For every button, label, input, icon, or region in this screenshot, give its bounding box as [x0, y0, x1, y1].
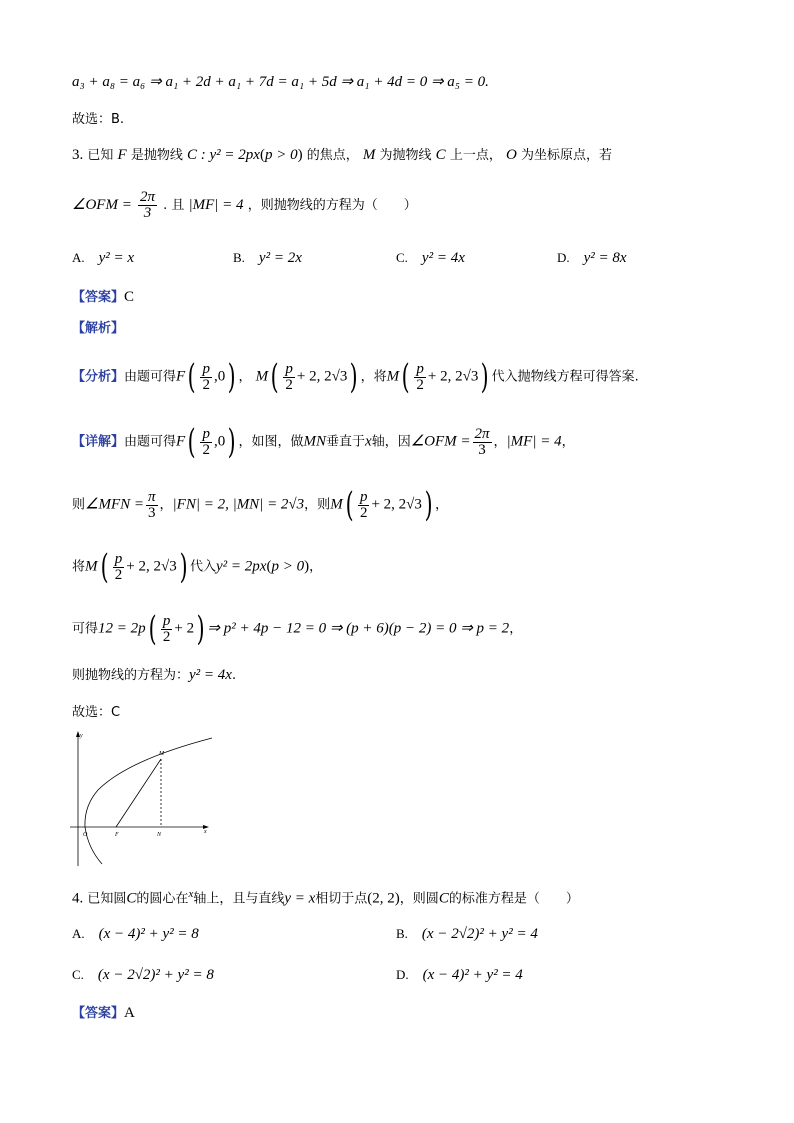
- choice-label: A.: [72, 250, 85, 265]
- analysis-line: 【分析】由题可得F( $\frac{p}{2}$ ,0) ， M( $\frac{p}{2}$ + 2, 2√3) ，将M( $\frac{p}{2}$ + 2, 2√3) 代入抛物线方程可得答案.: [72, 357, 639, 397]
- tangent-point: (2, 2): [367, 890, 400, 907]
- text: 代入抛物线方程可得答案.: [491, 369, 639, 385]
- equation-text: a₃ + a₈ = a₆ ⇒ a₁ + 2d + a₁ + 7d = a₁ + 5d ⇒ a₁ + 4d = 0 ⇒ a₅ = 0.: [72, 74, 489, 90]
- fraction-num: p: [285, 360, 293, 377]
- stem-text: 为抛物线: [379, 148, 432, 163]
- fraction-num: 2π: [474, 425, 490, 442]
- text: + 2, 2√3: [371, 496, 422, 513]
- segment-fm: [116, 759, 161, 827]
- choice-label: C.: [396, 250, 408, 265]
- text: 相切于点: [315, 891, 368, 907]
- angle-expression: ∠OFM =: [410, 433, 471, 450]
- text: 轴上，且与直线: [193, 891, 285, 907]
- question-number: 4.: [72, 890, 84, 907]
- q4-choice-c[interactable]: [72, 967, 214, 984]
- fraction-num: π: [148, 488, 156, 505]
- fraction: [414, 362, 426, 393]
- choice-value: (x − 2√2)² + y² = 4: [421, 926, 538, 942]
- question-number: 3.: [72, 147, 84, 163]
- text: 将: [72, 559, 86, 575]
- answer-tag: 【答案】: [72, 290, 125, 305]
- fraction-den: 2: [114, 566, 123, 583]
- stem-text: 是抛物线: [130, 148, 183, 163]
- fraction-den: 3: [148, 504, 156, 521]
- fraction-num: p: [202, 425, 210, 442]
- text: ，则: [304, 497, 331, 513]
- text: 则抛物线的方程为：: [72, 668, 190, 683]
- text: .: [231, 668, 237, 683]
- label-o: O: [83, 832, 88, 838]
- stem-text: ，则抛物线的方程为（ ）: [247, 198, 417, 213]
- q4-answer: [72, 1003, 135, 1024]
- fraction-den: 3: [478, 441, 486, 458]
- fraction-num: 2π: [139, 189, 155, 205]
- text: 可得: [72, 621, 99, 637]
- text: 的圆心在: [136, 891, 189, 907]
- fraction: [200, 362, 212, 393]
- text: ，将: [360, 369, 387, 385]
- choice-d[interactable]: [557, 250, 627, 267]
- fraction-num: p: [202, 360, 210, 377]
- prev-answer: [72, 110, 124, 130]
- text: ，则圆: [399, 891, 439, 907]
- text: 代入: [190, 559, 217, 575]
- mf-length: |MF| = 4: [506, 433, 562, 450]
- fraction-den: 2: [416, 376, 424, 393]
- choice-label: B.: [396, 926, 408, 941]
- fraction-num: p: [416, 360, 424, 377]
- text: ,0: [213, 433, 226, 450]
- q4-stem: [72, 884, 579, 909]
- fraction-den: 2: [359, 504, 368, 521]
- equation: 12 = 2p: [98, 620, 146, 637]
- choice-label: B.: [233, 250, 245, 265]
- text: ，: [493, 434, 507, 450]
- label-m: M: [159, 751, 164, 757]
- analysis-sub-tag: 【分析】: [72, 369, 125, 385]
- text: ，: [435, 497, 449, 513]
- symbol: C: [126, 890, 137, 907]
- symbol: M: [85, 558, 98, 575]
- choice-value: (x − 2√2)² + y² = 8: [97, 967, 214, 983]
- choice-label: D.: [557, 250, 570, 265]
- answer-value: C: [124, 289, 135, 305]
- label-n: N: [157, 832, 162, 838]
- fraction: [473, 427, 492, 458]
- mf-length: |MF| = 4: [188, 197, 244, 213]
- label-y: y: [80, 733, 83, 739]
- text: ，: [309, 559, 323, 575]
- fraction-num: p: [162, 612, 171, 629]
- choice-label: C.: [72, 967, 84, 982]
- symbol: x: [188, 888, 194, 900]
- choice-value: y² = 8x: [583, 250, 627, 266]
- equation-line: [72, 72, 489, 92]
- symbol: MN: [303, 433, 326, 450]
- choice-value: y² = 2x: [258, 250, 302, 266]
- substitute-line: 将M( $\frac{p}{2}$ + 2, 2√3) 代入y² = 2px(p > 0)，: [72, 547, 323, 587]
- equation: y² = 4x: [189, 667, 232, 683]
- label-f: F: [115, 832, 119, 838]
- answer-value: A: [124, 1005, 135, 1021]
- fraction-den: 3: [143, 205, 152, 221]
- q4-choice-b[interactable]: [396, 926, 538, 943]
- prev-answer-text: 故选：B.: [72, 112, 125, 127]
- symbol: x: [365, 433, 372, 450]
- detail-line: 【详解】由题可得F( $\frac{p}{2}$ ,0) ，如图，做MN垂直于x轴，因∠OFM = $\frac{2\pi}{3}$ ，|MF| = 4，: [72, 422, 575, 462]
- stem-text: 的焦点，: [306, 148, 359, 163]
- angle-expression: ∠OFM =: [72, 197, 132, 213]
- result-line: [72, 665, 236, 686]
- text: + 2, 2√3: [126, 558, 177, 575]
- symbol: M: [386, 368, 400, 385]
- symbol-c: C: [435, 147, 446, 163]
- choice-label: A.: [72, 926, 85, 941]
- q4-choice-d[interactable]: [396, 967, 523, 984]
- q3-stem-line1: 3. 已知 F 是抛物线 C : y² = 2px(p > 0) 的焦点， M 为抛物线 C 上一点， O 为坐标原点，若: [72, 147, 612, 163]
- text: ，: [159, 497, 173, 513]
- fraction: [200, 427, 212, 458]
- text: ，如图，做: [238, 434, 304, 450]
- equation: ⇒ p² + 4p − 12 = 0 ⇒ (p + 6)(p − 2) = 0 ⇒ p = 2: [207, 620, 510, 637]
- derive-line: 可得12 = 2p( $\frac{p}{2}$ + 2) ⇒ p² + 4p − 12 = 0 ⇒ (p + 6)(p − 2) = 0 ⇒ p = 2，: [72, 609, 523, 649]
- q4-choice-a[interactable]: [72, 926, 199, 943]
- choice-b[interactable]: [233, 250, 302, 267]
- answer3-text: 故选：C: [72, 705, 121, 720]
- lengths: |FN| = 2, |MN| = 2√3: [172, 496, 305, 513]
- text: 则: [72, 497, 86, 513]
- stem-text: 已知: [87, 148, 114, 163]
- answer-tag: 【答案】: [72, 1006, 125, 1021]
- symbol-o: O: [505, 147, 517, 163]
- text: ，: [238, 369, 252, 385]
- fraction: [146, 490, 158, 521]
- fraction: [138, 190, 157, 221]
- stem-text: 上一点，: [449, 148, 502, 163]
- text: ，: [561, 434, 575, 450]
- analysis-tag: 【解析】: [72, 321, 125, 336]
- symbol: M: [255, 368, 269, 385]
- fraction: [283, 362, 295, 393]
- fraction: [113, 552, 125, 583]
- text: + 2, 2√3: [296, 368, 348, 385]
- angle-expression: ∠MFN =: [85, 496, 144, 513]
- line-equation: y = x: [284, 890, 316, 907]
- stem-text: . 且: [163, 198, 185, 213]
- equation: y² = 2px: [216, 558, 267, 575]
- text: + 2, 2√3: [427, 368, 479, 385]
- q3-stem-line2: [72, 190, 417, 221]
- fraction-den: 2: [162, 628, 171, 645]
- symbol: F: [176, 368, 186, 385]
- answer-line: [72, 287, 134, 308]
- parabola-figure: [66, 728, 216, 868]
- text: 已知圆: [87, 891, 127, 907]
- choice-value: (x − 4)² + y² = 4: [422, 967, 523, 983]
- choice-value: y² = 4x: [421, 250, 465, 266]
- parabola-equation: C : y² = 2px: [187, 147, 260, 163]
- fraction-num: p: [114, 550, 123, 567]
- answer3: [72, 703, 120, 723]
- analysis-heading: [72, 318, 124, 339]
- condition: p > 0: [264, 147, 298, 163]
- choice-a[interactable]: [72, 250, 134, 267]
- choice-c[interactable]: [396, 250, 465, 267]
- parabola-curve: [85, 738, 212, 864]
- symbol-m: M: [362, 147, 376, 163]
- symbol: C: [438, 890, 449, 907]
- label-x: x: [204, 829, 207, 835]
- text: 垂直于: [326, 434, 366, 450]
- stem-text: 为坐标原点，若: [520, 148, 612, 163]
- choice-value: (x − 4)² + y² = 8: [98, 926, 199, 942]
- choice-value: y² = x: [98, 250, 135, 266]
- fraction-den: 2: [285, 376, 293, 393]
- symbol-f: F: [117, 147, 127, 163]
- detail-tag: 【详解】: [72, 434, 125, 450]
- text: 的标准方程是（ ）: [448, 891, 579, 907]
- fraction-num: p: [359, 488, 368, 505]
- fraction: [161, 614, 173, 645]
- choice-label: D.: [396, 967, 409, 982]
- text: 由题可得: [124, 434, 177, 450]
- text: ，: [509, 621, 523, 637]
- fraction-den: 2: [202, 376, 210, 393]
- condition: p > 0: [271, 558, 305, 575]
- then-line: 则∠MFN = $\frac{\pi}{3}$ ，|FN| = 2, |MN| = 2√3，则M( $\frac{p}{2}$ + 2, 2√3) ，: [72, 485, 449, 525]
- text: 由题可得: [124, 369, 177, 385]
- symbol: F: [176, 433, 186, 450]
- symbol: M: [330, 496, 343, 513]
- fraction-den: 2: [202, 441, 210, 458]
- text: 轴，因: [371, 434, 411, 450]
- fraction: [358, 490, 370, 521]
- text: + 2: [174, 620, 195, 637]
- text: ,0: [213, 368, 226, 385]
